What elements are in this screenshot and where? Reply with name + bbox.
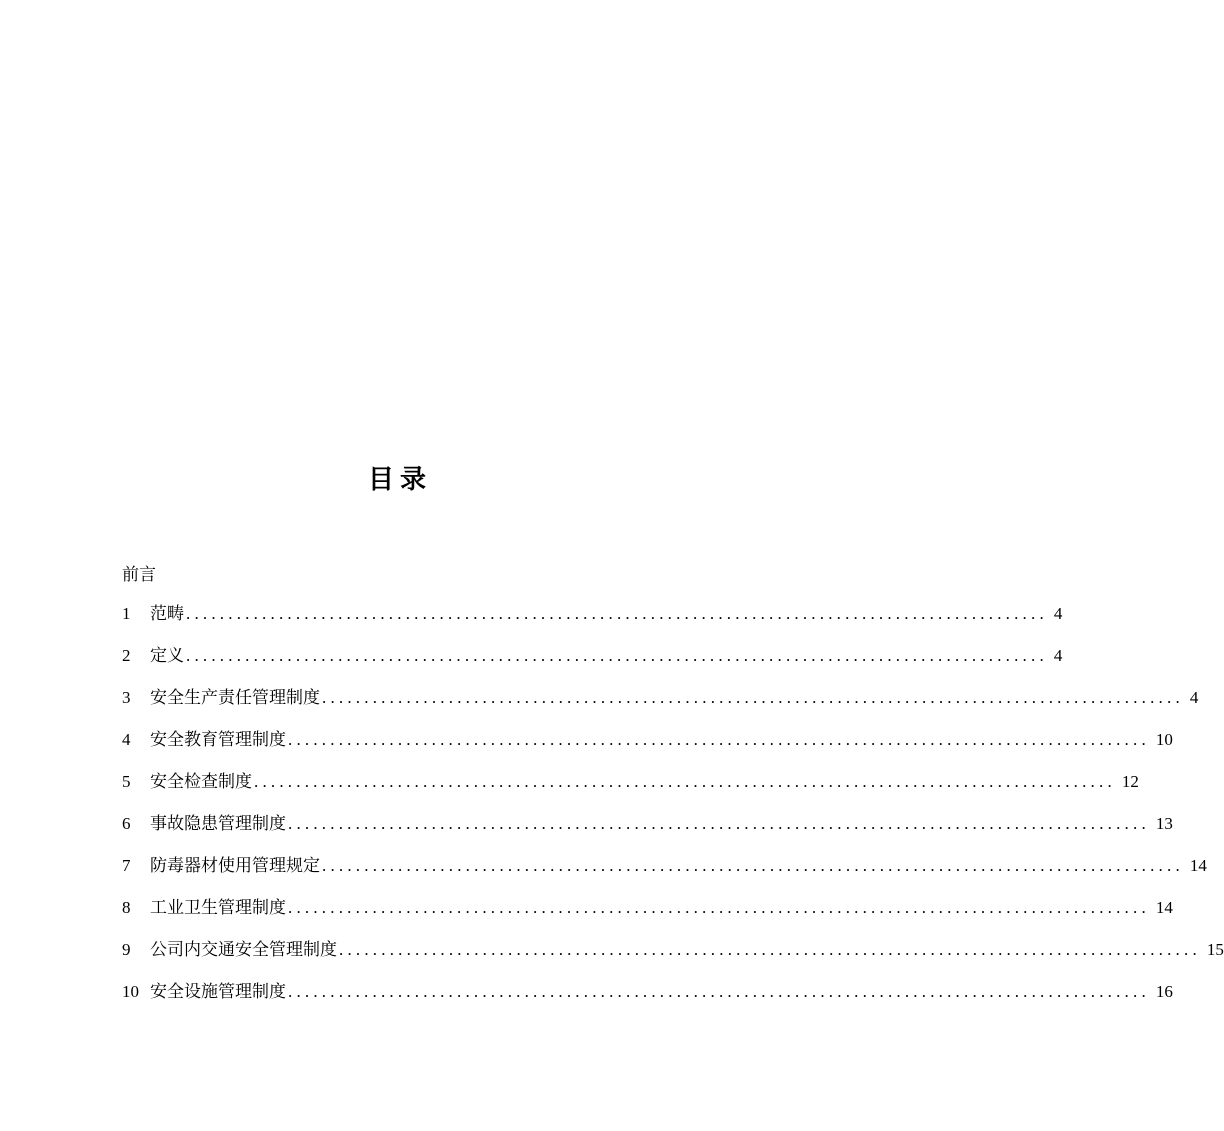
dot-leader: ......................................................................................................: [254, 772, 1116, 791]
toc-entry-title: 安全教育管理制度: [150, 730, 286, 750]
toc-entry-7[interactable]: [122, 853, 1207, 895]
toc-entry-page: 4: [1053, 604, 1063, 623]
toc-entry-page: 14: [1155, 898, 1173, 917]
toc-entry-5[interactable]: [122, 769, 1139, 811]
toc-entry-page: 12: [1121, 772, 1139, 791]
dot-leader: ......................................................................................................: [288, 814, 1150, 833]
toc-entry-9[interactable]: [122, 937, 1224, 979]
preface-entry[interactable]: 前言: [122, 565, 156, 585]
dot-leader: ......................................................................................................: [186, 646, 1048, 665]
toc-entry-6[interactable]: [122, 811, 1173, 853]
toc-entry-page: 16: [1155, 982, 1173, 1001]
dot-leader: ......................................................................................................: [186, 604, 1048, 623]
dot-leader: ......................................................................................................: [288, 982, 1150, 1001]
toc-entry-page: 15: [1206, 940, 1224, 959]
dot-leader: ......................................................................................................: [322, 688, 1184, 707]
toc-entry-page: 4: [1189, 688, 1199, 707]
dot-leader: ......................................................................................................: [288, 730, 1150, 749]
toc-entry-number: 7: [122, 856, 131, 875]
toc-entry-title: 定义: [150, 646, 184, 666]
dot-leader: ......................................................................................................: [322, 856, 1184, 875]
toc-entry-title: 安全设施管理制度: [150, 982, 286, 1002]
toc-entry-number: 9: [122, 940, 131, 959]
toc-entry-2[interactable]: [122, 643, 1063, 685]
toc-entry-number: 8: [122, 898, 131, 917]
toc-entry-1[interactable]: [122, 601, 1063, 643]
toc-entry-number: 4: [122, 730, 131, 749]
toc-entry-8[interactable]: [122, 895, 1173, 937]
toc-entry-title: 安全生产责任管理制度: [150, 688, 320, 708]
toc-entry-number: 1: [122, 604, 131, 623]
toc-title: 目录: [367, 465, 432, 495]
toc-entry-title: 安全检查制度: [150, 772, 252, 792]
toc-entry-number: 2: [122, 646, 131, 665]
toc-entry-10[interactable]: [122, 979, 1173, 1021]
toc-list: [122, 601, 1224, 1021]
toc-entry-number: 6: [122, 814, 131, 833]
dot-leader: ......................................................................................................: [339, 940, 1201, 959]
toc-entry-title: 公司内交通安全管理制度: [150, 940, 337, 960]
dot-leader: ......................................................................................................: [288, 898, 1150, 917]
toc-entry-number: 5: [122, 772, 131, 791]
toc-entry-title: 防毒器材使用管理规定: [150, 856, 320, 876]
toc-entry-page: 4: [1053, 646, 1063, 665]
toc-entry-3[interactable]: [122, 685, 1199, 727]
toc-entry-number: 3: [122, 688, 131, 707]
toc-entry-title: 事故隐患管理制度: [150, 814, 286, 834]
toc-entry-4[interactable]: [122, 727, 1173, 769]
toc-entry-title: 工业卫生管理制度: [150, 898, 286, 918]
toc-entry-number: 10: [122, 982, 139, 1001]
toc-entry-page: 10: [1155, 730, 1173, 749]
toc-entry-page: 13: [1155, 814, 1173, 833]
toc-entry-page: 14: [1189, 856, 1207, 875]
toc-entry-title: 范畴: [150, 604, 184, 624]
